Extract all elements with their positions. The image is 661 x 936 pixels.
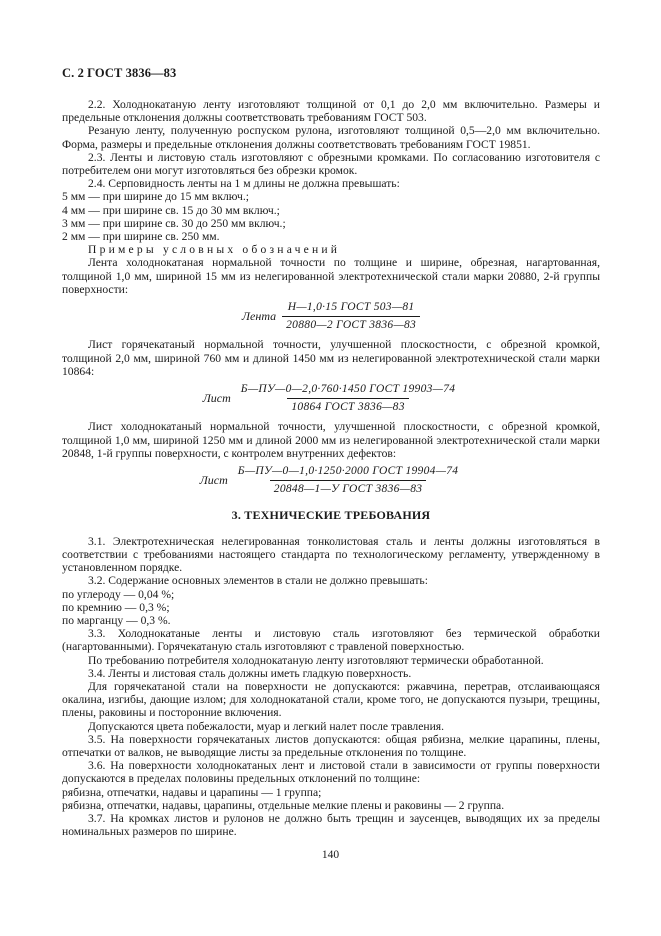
section-title: 3. ТЕХНИЧЕСКИЕ ТРЕБОВАНИЯ (231, 508, 431, 523)
paragraph-3-4-allowed: Допускаются цвета побежалости, муар и легкий налет после травления. (88, 719, 445, 733)
camber-item: 3 мм — при ширине св. 30 до 250 мм включ.; (62, 216, 286, 230)
formula-label: Лист (202, 391, 231, 406)
paragraph-3-5: 3.5. На поверхности горячекатаных листов допускаются: общая рябизна, мелкие царапины, плены, отпечатки от валков, не выводящие листы за предельные отклонения по толщине. (62, 732, 600, 759)
examples-heading: Примеры условных обозначений (88, 243, 341, 257)
formula-label: Лист (199, 473, 228, 488)
example-3-text: Лист холоднокатаный нормальной точности, улучшенной плоскостности, с обрезной кромкой, толщиной 1,0 мм, шириной 1250 мм и длиной 2000 мм из нелегированной электротехнической стали марки 20848, 1-й группы поверхности, с контролем внутренних дефектов: (62, 420, 600, 460)
paragraph-3-2: 3.2. Содержание основных элементов в стали не должно превышать: (88, 574, 428, 588)
surface-group-1: рябизна, отпечатки, надавы и царапины — 1 группа; (62, 785, 322, 799)
formula-denominator: 10864 ГОСТ 3836—83 (287, 398, 408, 414)
paragraph-3-3-note: По требованию потребителя холоднокатаную ленту изготовляют термически обработанной. (88, 653, 544, 667)
paragraph-3-4-hot: Для горячекатаной стали на поверхности не допускаются: ржавчина, перетрав, отслаивающаяся окалина, изгибы, дающие излом; для холоднокатаной стали, кроме того, не допускаются пузыри, трещины, плены, раковины и посторонние включения. (62, 679, 600, 720)
element-limit: по марганцу — 0,3 %. (62, 613, 171, 627)
formula-numerator: Б—ПУ—0—1,0·1250·2000 ГОСТ 19904—74 (237, 465, 459, 478)
formula-numerator: Б—ПУ—0—2,0·760·1450 ГОСТ 19903—74 (240, 383, 456, 396)
page-header: С. 2 ГОСТ 3836—83 (62, 66, 177, 80)
paragraph-2-3: 2.3. Ленты и листовую сталь изготовляют с обрезными кромками. По согласованию изготовителя с потребителем они могут изготовляться без обрезки кромок. (62, 150, 600, 178)
paragraph-3-6: 3.6. На поверхности холоднокатаных лент и листовой стали в зависимости от группы поверхности допускаются в пределах половины предельных отклонений по толщине: (62, 759, 600, 786)
designation-formula-2 (62, 383, 600, 414)
page-content (62, 98, 600, 838)
page-number: 140 (321, 849, 340, 861)
paragraph-cut-strip: Резаную ленту, полученную роспуском рулона, изготовляют толщиной 0,5—2,0 мм включительно. Форма, размеры и предельные отклонения должны соответствовать требованиям ГОСТ 19851. (62, 124, 600, 151)
paragraph-3-7: 3.7. На кромках листов и рулонов не должно быть трещин и заусенцев, выводящих их за пределы номинальных размеров по ширине. (62, 811, 600, 839)
formula-label: Лента (241, 309, 277, 324)
example-1-text: Лента холоднокатаная нормальной точности по толщине и ширине, обрезная, нагартованная, толщиной 1,0 мм, шириной 15 мм из нелегированной электротехнической стали марки 20880, 2-й группы поверхности: (62, 256, 600, 296)
paragraph-2-4: 2.4. Серповидность ленты на 1 м длины не должна превышать: (88, 177, 400, 191)
surface-group-2: рябизна, отпечатки, надавы, царапины, отдельные мелкие плены и раковины — 2 группа. (62, 798, 505, 812)
element-limit: по кремнию — 0,3 %; (62, 600, 170, 614)
example-2-text: Лист горячекатаный нормальной точности, улучшенной плоскостности, с обрезной кромкой, толщиной 2,0 мм, шириной 760 мм и длиной 1450 мм из нелегированной электротехнической стали марки 10864: (62, 338, 600, 378)
designation-formula-3 (62, 465, 600, 496)
formula-denominator: 20880—2 ГОСТ 3836—83 (282, 316, 420, 332)
formula-denominator: 20848—1—У ГОСТ 3836—83 (270, 480, 427, 496)
paragraph-3-3: 3.3. Холоднокатаные ленты и листовую сталь изготовляют без термической обработки (нагартованными). Горячекатаную сталь изготовляют с травленой поверхностью. (62, 627, 600, 654)
camber-item: 2 мм — при ширине св. 250 мм. (62, 230, 220, 244)
camber-item: 4 мм — при ширине св. 15 до 30 мм включ.; (62, 203, 280, 217)
formula-numerator: Н—1,0·15 ГОСТ 503—81 (287, 301, 415, 314)
camber-item: 5 мм — при ширине до 15 мм включ.; (62, 190, 249, 204)
element-limit: по углероду — 0,04 %; (62, 587, 175, 601)
paragraph-3-1: 3.1. Электротехническая нелегированная тонколистовая сталь и ленты должны изготовляться в соответствии с требованиями настоящего стандарта по технологическому регламенту, утвержденному в установленном порядке. (62, 534, 600, 575)
designation-formula-1 (62, 301, 600, 332)
paragraph-2-2: 2.2. Холоднокатаную ленту изготовляют толщиной от 0,1 до 2,0 мм включительно. Размеры и предельные отклонения должны соответствовать требованиям ГОСТ 503. (62, 98, 600, 125)
paragraph-3-4: 3.4. Ленты и листовая сталь должны иметь гладкую поверхность. (88, 666, 412, 680)
